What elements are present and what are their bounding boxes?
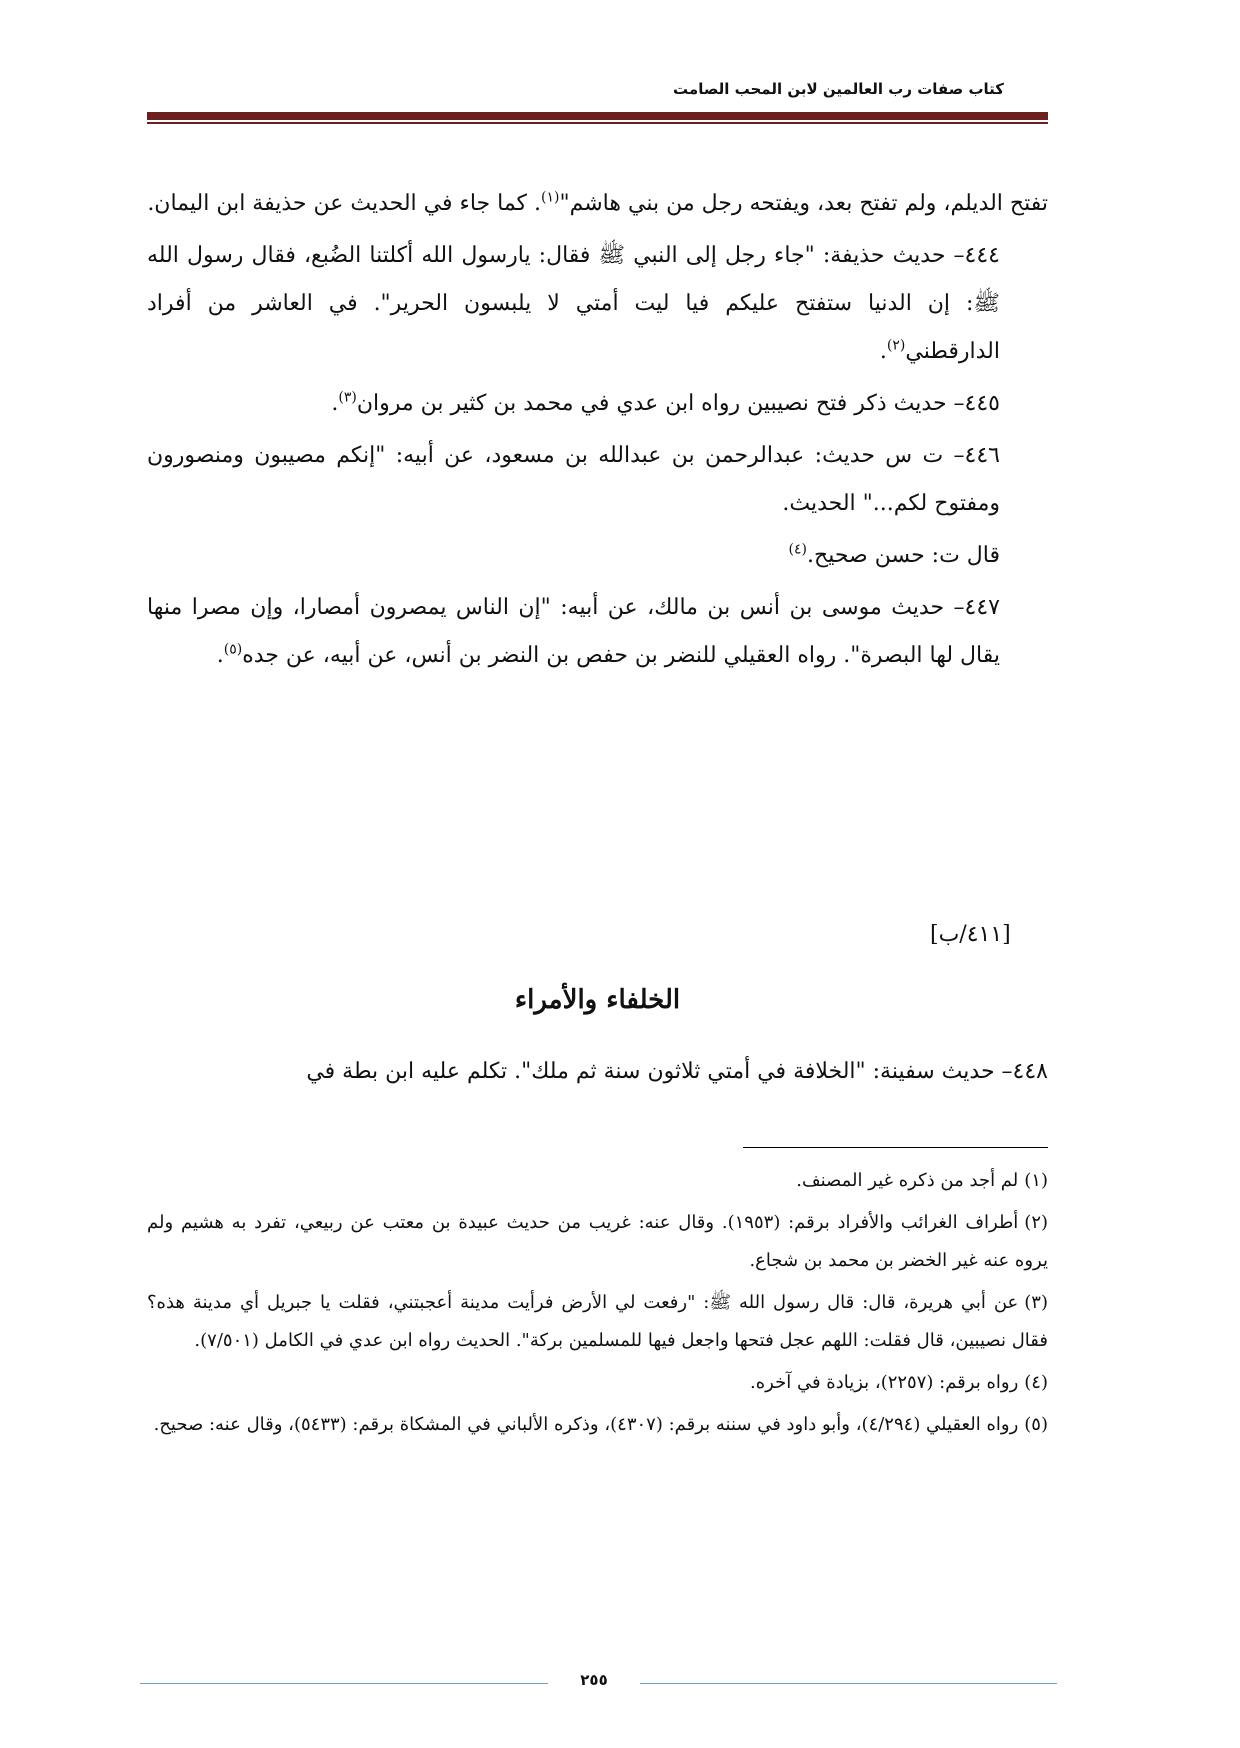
hadith-445: ٤٤٥– حديث ذكر فتح نصيبين رواه ابن عدي في محمد بن كثير بن مروان$^{(٣)}$. bbox=[331, 389, 1000, 416]
footnote-ref[interactable]: (١) bbox=[541, 189, 560, 206]
footnote-ref[interactable]: (٤) bbox=[788, 541, 807, 558]
main-text bbox=[147, 180, 1048, 684]
section-heading: الخلفاء والأمراء bbox=[514, 985, 681, 1015]
footnote-ref[interactable]: (٢) bbox=[886, 337, 906, 354]
hadith-448: ٤٤٨– حديث سفينة: "الخلافة في أمتي ثلاثون سنة ثم ملك". تكلم عليه ابن بطة في bbox=[306, 1059, 1048, 1084]
hadith-444: ٤٤٤– حديث حذيفة: "جاء رجل إلى النبي ﷺ فقال: يارسول الله أكلتنا الضُبع، فقال رسول الله ﷺ: إن الدنيا ستفتح عليكم فيا ليت أمتي لا يلبسون الحرير". في العاشر من أفراد الدارقطني$^{(٢)}$. bbox=[147, 243, 1000, 364]
header-rule bbox=[147, 112, 1048, 120]
header-rule-thin bbox=[147, 122, 1048, 124]
manuscript-folio-marker: [٤١١/ب] bbox=[930, 922, 1011, 947]
hadith-446: ٤٤٦– ت س حديث: عبدالرحمن بن عبدالله بن مسعود، عن أبيه: "إنكم مصيبون ومنصورون ومفتوح لكم..." الحديث. bbox=[147, 443, 1000, 516]
running-header-title: كتاب صفات رب العالمين لابن المحب الصامت bbox=[673, 80, 1004, 98]
footer-rule-left bbox=[140, 1683, 548, 1684]
footnote-ref[interactable]: (٥) bbox=[223, 641, 243, 658]
paragraph-continuation: تفتح الديلم، ولم تفتح بعد، ويفتحه رجل من بني هاشم"$^{(١)}$. كما جاء في الحديث عن حذيفة ابن اليمان. bbox=[147, 189, 1048, 216]
footnote-4: (٤)رواه برقم: (٢٢٥٧)، بزيادة في آخره. bbox=[750, 1372, 1048, 1393]
footnote-separator bbox=[743, 1147, 1048, 1148]
footnote-ref[interactable]: (٣) bbox=[338, 389, 357, 406]
footer-rule-right bbox=[640, 1683, 1057, 1684]
page-number: ٢٥٥ bbox=[580, 1671, 608, 1689]
footnotes bbox=[147, 1162, 1048, 1448]
footnote-1: (١)لم أجد من ذكره غير المصنف. bbox=[796, 1170, 1048, 1191]
hadith-446-grading: قال ت: حسن صحيح.$^{(٤)}$ bbox=[788, 541, 1000, 568]
hadith-447: ٤٤٧– حديث موسى بن أنس بن مالك، عن أبيه: "إن الناس يمصرون أمصارا، وإن مصرا منها يقال لها البصرة". رواه العقيلي للنضر بن حفص بن النضر بن أنس، عن أبيه، عن جده$^{(٥)}$. bbox=[147, 595, 1000, 668]
footnote-2: (٢)أطراف الغرائب والأفراد برقم: (١٩٥٣). وقال عنه: غريب من حديث عبيدة بن معتب عن ربيعي، تفرد به هشيم ولم يروه عنه غير الخضر بن محمد بن شجاع. bbox=[147, 1212, 1049, 1271]
footnote-3: (٣)عن أبي هريرة، قال: قال رسول الله ﷺ: "رفعت لي الأرض فرأيت مدينة أعجبتني، فقلت يا جبريل أي مدينة هذه؟ فقال نصيبين، قال فقلت: اللهم عجل فتحها واجعل فيها للمسلمين بركة". الحديث رواه ابن عدي في الكامل (٧/٥٠١). bbox=[147, 1292, 1048, 1351]
footnote-5: (٥)رواه العقيلي (٤/٢٩٤)، وأبو داود في سننه برقم: (٤٣٠٧)، وذكره الألباني في المشكاة برقم: (٥٤٣٣)، وقال عنه: صحيح. bbox=[153, 1414, 1048, 1435]
